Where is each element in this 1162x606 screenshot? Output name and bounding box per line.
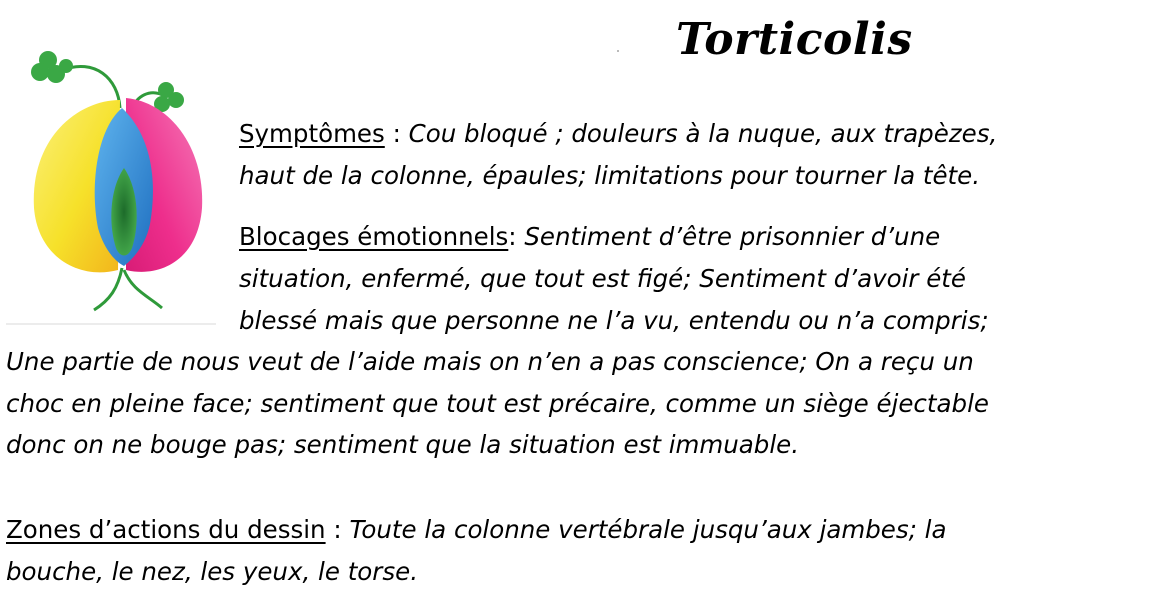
zones-separator: : — [325, 515, 350, 544]
blocages-text-1: Sentiment d’être prisonnier d’une — [524, 222, 941, 251]
symptoms-text-1: Cou bloqué ; douleurs à la nuque, aux trapèzes, — [408, 119, 998, 148]
clover-left-icon — [31, 51, 73, 83]
blocages-line-6: donc on ne bouge pas; sentiment que la situation est immuable. — [6, 430, 800, 459]
blocages-label: Blocages émotionnels — [239, 222, 509, 251]
zones-line-1 — [6, 515, 947, 545]
clover-right-icon — [154, 82, 184, 112]
zones-text-1: Toute la colonne vertébrale jusqu’aux jambes; la — [349, 515, 947, 544]
symptoms-line-2: haut de la colonne, épaules; limitations pour tourner la tête. — [239, 161, 981, 190]
zones-label: Zones d’actions du dessin — [6, 515, 326, 544]
blocages-line-2: situation, enfermé, que tout est figé; Sentiment d’avoir été — [239, 264, 966, 293]
speck — [617, 50, 619, 52]
symptoms-line-1 — [239, 119, 997, 149]
blocages-line-5: choc en pleine face; sentiment que tout est précaire, comme un siège éjectable — [6, 389, 989, 418]
symptoms-separator: : — [384, 119, 409, 148]
page-title: Torticolis — [676, 14, 913, 65]
blocages-line-3: blessé mais que personne ne l’a vu, entendu ou n’a compris; — [239, 306, 989, 335]
clover-bud-drawing-icon — [0, 38, 222, 328]
blocages-line-1 — [239, 222, 940, 252]
blocages-separator: : — [508, 222, 525, 251]
symptoms-label: Symptômes — [239, 119, 385, 148]
stem-bottom — [94, 268, 162, 310]
blocages-line-4: Une partie de nous veut de l’aide mais on n’en a pas conscience; On a reçu un — [6, 347, 974, 376]
zones-line-2: bouche, le nez, les yeux, le torse. — [6, 557, 418, 586]
